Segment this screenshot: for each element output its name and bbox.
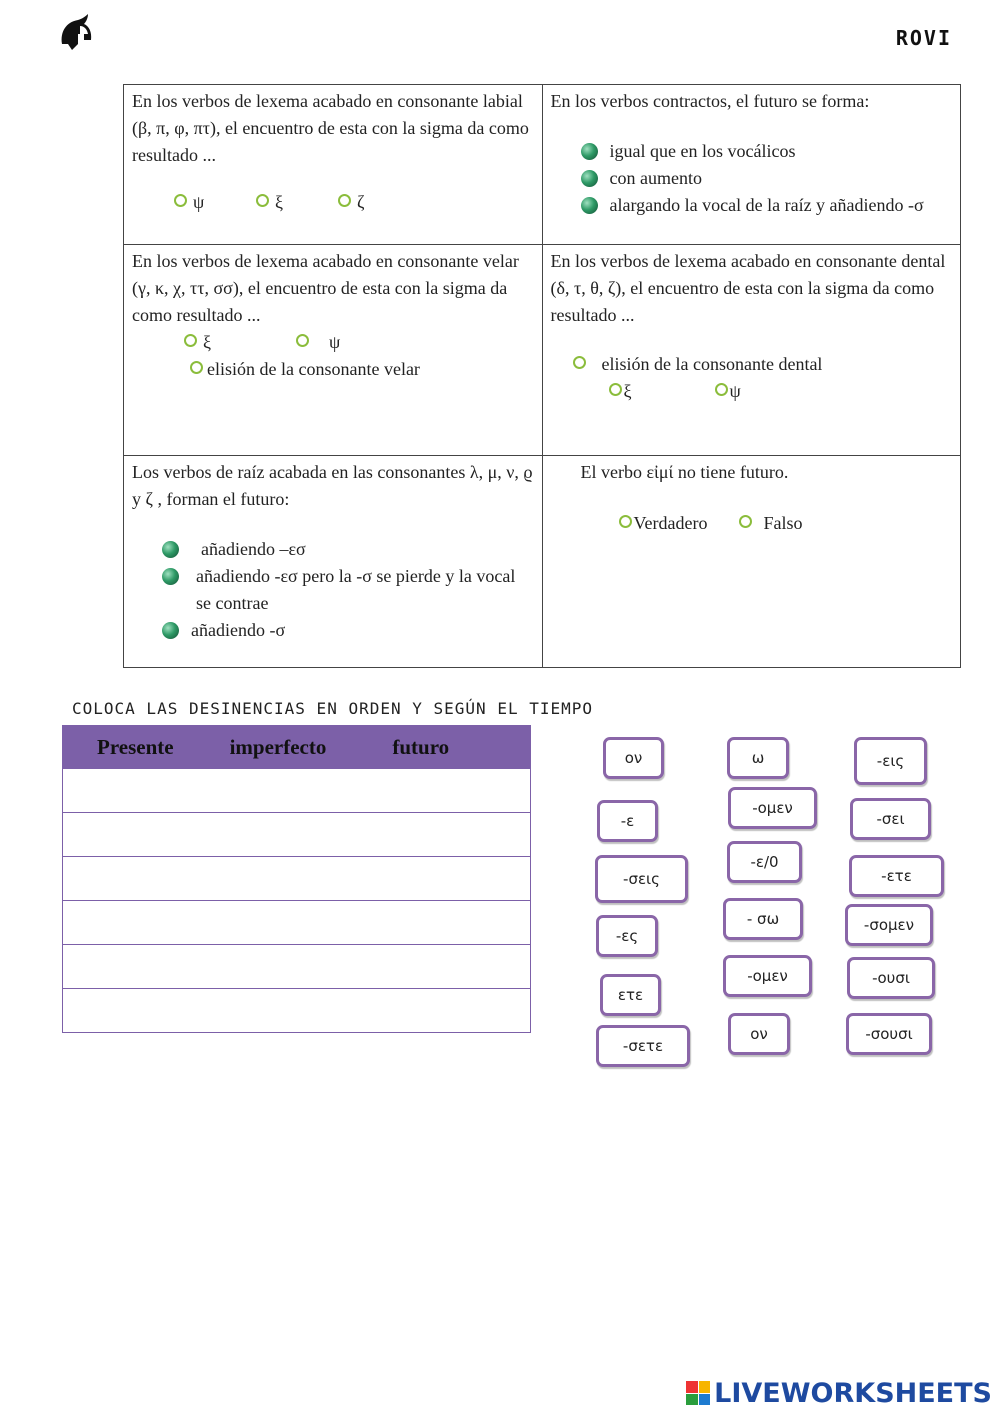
ending-chip[interactable]: -ετε (849, 855, 944, 897)
question-contractos (542, 85, 961, 245)
sort-section-title: COLOCA LAS DESINENCIAS EN ORDEN Y SEGÚN EL TIEMPO (72, 699, 594, 718)
radio-icon (715, 383, 728, 396)
question-text: En los verbos de lexema acabado en consonante labial (β, π, φ, πτ), el encuentro de esta con la sigma da como resultado ... (132, 91, 529, 165)
ending-chip[interactable]: -σουσι (846, 1013, 932, 1055)
option-psi[interactable]: ψ (715, 378, 741, 405)
drop-row[interactable] (63, 901, 531, 945)
option-contrae[interactable]: añadiendo -εσ pero la -σ se pierde y la vocal se contrae (162, 563, 534, 617)
brand-text: LIVEWORKSHEETS (714, 1377, 992, 1409)
drop-row[interactable] (63, 857, 531, 901)
ending-chip[interactable]: -ομεν (723, 955, 812, 997)
question-eimi (542, 456, 961, 668)
ending-chip[interactable]: ετε (600, 974, 661, 1016)
globe-bullet-icon (162, 568, 179, 585)
radio-icon (619, 515, 632, 528)
radio-icon (739, 515, 752, 528)
ending-chip[interactable]: -ομεν (728, 787, 817, 829)
option-elision-velar[interactable]: elisión de la consonante velar (190, 356, 420, 383)
question-text: En los verbos de lexema acabado en consonante dental (δ, τ, θ, ζ), el encuentro de esta con la sigma da como resultado ... (550, 251, 946, 325)
option-sigma[interactable]: añadiendo -σ (162, 617, 534, 644)
option-xi[interactable]: ξ (184, 329, 296, 356)
ending-chip[interactable]: -ε/0 (727, 841, 802, 883)
question-text: Los verbos de raíz acabada en las consonantes λ, μ, ν, ϱ y ζ , forman el futuro: (132, 462, 533, 509)
header-presente: Presente (97, 734, 174, 759)
liveworksheets-brand (686, 1376, 992, 1410)
globe-bullet-icon (581, 197, 598, 214)
globe-bullet-icon (581, 143, 598, 160)
option-psi[interactable]: ψ (296, 329, 340, 356)
option-verdadero[interactable]: Verdadero (619, 510, 739, 537)
ending-chip[interactable]: -σετε (596, 1025, 690, 1067)
ending-chip[interactable]: -σομεν (845, 904, 933, 946)
radio-icon (184, 334, 197, 347)
question-liquidas (124, 456, 543, 668)
option-falso[interactable]: Falso (739, 510, 803, 537)
globe-bullet-icon (162, 622, 179, 639)
radio-icon (256, 194, 269, 207)
radio-icon (174, 194, 187, 207)
option-zeta[interactable]: ζ (338, 189, 364, 216)
ending-chip[interactable]: -ουσι (847, 957, 935, 999)
radio-icon (190, 361, 203, 374)
ending-chip[interactable]: ον (603, 737, 664, 779)
question-text: En los verbos de lexema acabado en consonante velar (γ, κ, χ, ττ, σσ), el encuentro de esta con la sigma da como resultado ... (132, 251, 519, 325)
question-labial (124, 85, 543, 245)
ending-chip[interactable]: ον (728, 1013, 790, 1055)
option-elision-dental[interactable]: elisión de la consonante dental (573, 351, 823, 378)
ending-chip[interactable]: - σω (723, 898, 803, 940)
option-xi[interactable]: ξ (256, 189, 338, 216)
option-psi[interactable]: ψ (174, 189, 256, 216)
drop-row[interactable] (63, 945, 531, 989)
question-dental (542, 245, 961, 456)
question-velar (124, 245, 543, 456)
radio-icon (296, 334, 309, 347)
option-eps-sigma[interactable]: añadiendo –εσ (162, 536, 534, 563)
question-text: El verbo εἰμί no tiene futuro. (580, 462, 789, 482)
ending-chip[interactable]: -σεις (595, 855, 688, 903)
globe-bullet-icon (581, 170, 598, 187)
ending-chip[interactable]: -ες (596, 915, 658, 957)
spartan-helmet-icon (58, 14, 94, 52)
ending-chip[interactable]: -εις (854, 737, 927, 785)
drop-row[interactable] (63, 769, 531, 813)
radio-icon (573, 356, 586, 369)
radio-icon (609, 383, 622, 396)
tense-drop-table (62, 725, 531, 1033)
option-alargando[interactable]: alargando la vocal de la raíz y añadiendo -σ (581, 192, 953, 219)
tense-header-row (63, 726, 531, 769)
author-label: ROVI (895, 26, 952, 50)
option-vocalicos[interactable]: igual que en los vocálicos (581, 138, 953, 165)
header-imperfecto: imperfecto (229, 734, 327, 759)
ending-chip[interactable]: ω (727, 737, 789, 779)
drop-row[interactable] (63, 989, 531, 1033)
option-xi[interactable]: ξ (609, 378, 715, 405)
question-text: En los verbos contractos, el futuro se forma: (550, 91, 870, 111)
radio-icon (338, 194, 351, 207)
globe-bullet-icon (162, 541, 179, 558)
ending-chip[interactable]: -ε (597, 800, 658, 842)
ending-chip[interactable]: -σει (850, 798, 931, 840)
quiz-grid (123, 84, 961, 668)
header-futuro: futuro (392, 734, 450, 759)
liveworksheets-logo-icon (686, 1381, 710, 1405)
option-aumento[interactable]: con aumento (581, 165, 953, 192)
drop-row[interactable] (63, 813, 531, 857)
